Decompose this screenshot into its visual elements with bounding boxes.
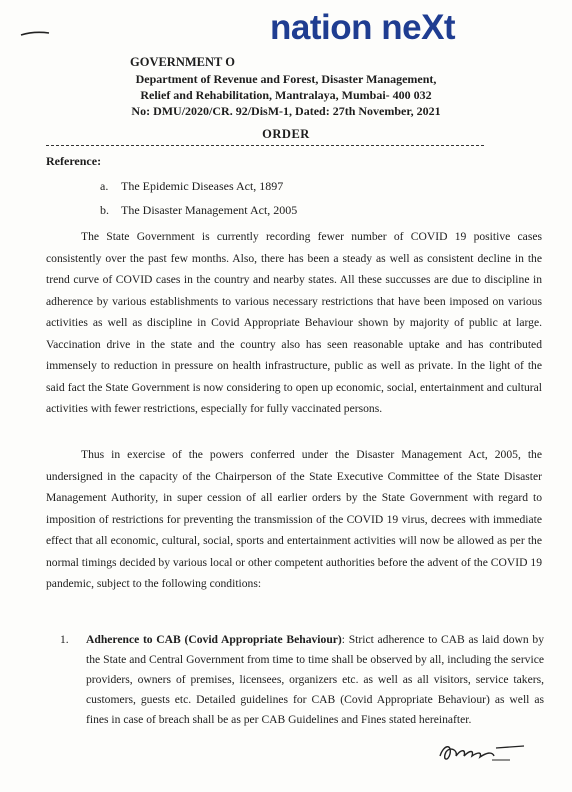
reference-item (100, 179, 283, 194)
reference-marker: b. (100, 203, 109, 217)
logo-text-a: nation ne (270, 8, 422, 47)
condition-text: : Strict adherence to CAB as laid down by the State and Central Government from time to time shall be observed by all, including the service providers, owners of premises, licensees, organizers etc. as well as all visitors, service takers, customers, guests etc. Detailed guidelines for CAB (Covid Appropriate Behaviour) as well as fines in case of breach shall be as per CAB Guidelines and Fines stated hereinafter. (86, 633, 545, 726)
paragraph-decree: Thus in exercise of the powers conferred under the Disaster Management Act, 2005, the undersigned in the capacity of the Chairperson of the State Executive Committee of the State Disaster Management Authority, in super cession of all earlier orders by the State Government with regard to imposition of restrictions for preventing the transmission of the COVID 19 virus, decrees with immediate effect that all economic, cultural, social, sports and entertainment activities will now be allowed as per the normal timings decided by various local or other competent authorities before the advent of the COVID 19 pandemic, subject to the following conditions: (46, 448, 542, 590)
reference-item (100, 203, 297, 218)
reference-number: No: DMU/2020/CR. 92/DisM-1, Dated: 27th November, 2021 (131, 104, 441, 118)
condition-title: Adherence to CAB (Covid Appropriate Behaviour) (86, 633, 342, 646)
reference-label: Reference: (46, 154, 102, 168)
condition-body (86, 630, 544, 730)
order-title: ORDER (262, 127, 310, 141)
reference-text: The Disaster Management Act, 2005 (121, 203, 298, 217)
logo-text-x: X (421, 8, 444, 47)
reference-text: The Epidemic Diseases Act, 1897 (121, 179, 284, 193)
nation-next-logo (270, 8, 455, 48)
reference-marker: a. (100, 179, 109, 193)
dashed-divider (46, 145, 484, 146)
paragraph-context: The State Government is currently recording fewer number of COVID 19 positive cases consistently over the past few months. Also, there has been a steady as well as consistent decline in the trend curve of COVID cases in the country and nearby states. All these succusses are due to discipline in adherence by various establishments to various necessary restrictions that have been imposed on various activities as well as discipline in Covid Appropriate Behaviour shown by majority of public at large. Vaccination drive in the state and the country also has seen reasonable uptake and has contributed immensely to reduction in pressure on health infrastructure, public as well as private. In the light of the said fact the State Government is now considering to open up economic, social, entertainment and cultural activities with fewer restrictions, especially for fully vaccinated persons. (46, 230, 542, 415)
logo-text-b: t (443, 8, 456, 47)
department-line-1: Department of Revenue and Forest, Disaster Management, (135, 72, 437, 86)
government-heading: GOVERNMENT O (130, 55, 235, 69)
condition-item (60, 630, 544, 730)
signature-icon (434, 738, 530, 768)
pen-mark-icon (20, 28, 50, 38)
department-line-2: Relief and Rehabilitation, Mantralaya, Mumbai- 400 032 (140, 88, 432, 102)
condition-number: 1. (60, 633, 69, 646)
